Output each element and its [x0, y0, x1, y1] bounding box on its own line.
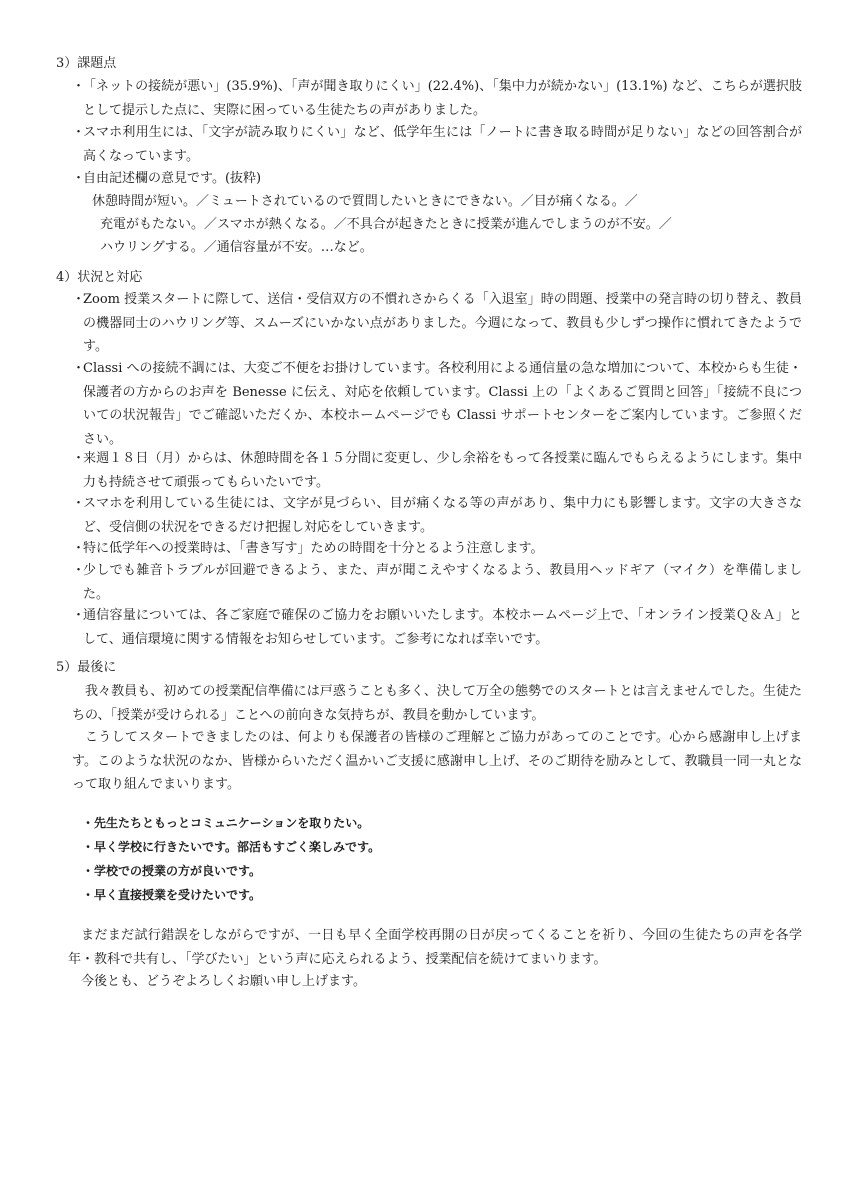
closing-paragraph-2: こうしてスタートできましたのは、何よりも保護者の皆様のご理解とご協力があってのことです。心から感謝申し上げます。このような状況のなか、皆様からいただく温かいご支援に感謝申し上げ、そのご期待を励みとして、教職員一同一丸となって取り組んでまいります。 — [72, 730, 802, 792]
bullet-mark: ・ — [72, 79, 86, 94]
section-4-bullet-2 — [72, 357, 802, 451]
closing-regards: 今後とも、どうぞよろしくお願い申し上げます。 — [81, 974, 366, 989]
bullet-mark: ・ — [72, 541, 86, 556]
student-voice-3: ・学校での授業の方が良いです。 — [82, 864, 262, 878]
bullet-mark: ・ — [72, 125, 86, 140]
bullet-text: 「ネットの接続が悪い」(35.9%)、「声が聞き取りにくい」(22.4%)、「集中力が続かない」(13.1%) など、こちらが選択肢として提示した点に、実際に困っている生徒たちの声がありました。 — [83, 79, 802, 118]
bullet-text: 少しでも雑音トラブルが回避できるよう、また、声が聞こえやすくなるよう、教員用ヘッドギア（マイク）を準備しました。 — [83, 563, 802, 602]
closing-paragraph-1: 我々教員も、初めての授業配信準備には戸惑うことも多く、決して万全の態勢でのスタートとは言えませんでした。生徒たちの、「授業が受けられる」ことへの前向きな気持ちが、教員を動かしています。 — [72, 684, 802, 723]
section-3-heading: 3）課題点 — [56, 56, 117, 71]
section-5-heading: 5）最後に — [56, 660, 117, 675]
bullet-mark: ・ — [72, 608, 86, 623]
student-voice-2: ・早く学校に行きたいです。部活もすごく楽しみです。 — [82, 840, 381, 854]
bullet-mark: ・ — [72, 292, 86, 307]
bullet-text: スマホを利用している生徒には、文字が見づらい、目が痛くなる等の声があり、集中力にも影響します。文字の大きさなど、受信側の状況をできるだけ把握し対応をしていきます。 — [83, 496, 802, 535]
free-comment-line-2: 充電がもたない。／スマホが熱くなる。／不具合が起きたときに授業が進んでしまうのが不安。／ — [100, 217, 672, 232]
bullet-text: 特に低学年への授業時は、「書き写す」ための時間を十分とるよう注意します。 — [83, 541, 544, 556]
section-4-bullet-3 — [72, 447, 802, 494]
section-3-bullet-1 — [72, 75, 802, 122]
bullet-text: 来週１８日（月）からは、休憩時間を各１５分間に変更し、少し余裕をもって各授業に臨んでもらえるようにします。集中力も持続させて頑張ってもらいたいです。 — [83, 451, 802, 490]
student-voice-1: ・先生たちともっとコミュニケーションを取りたい。 — [82, 816, 370, 830]
bullet-text: 通信容量については、各ご家庭で確保のご協力をお願いいたします。本校ホームページ上で、「オンライン授業Ｑ＆Ａ」として、通信環境に関する情報をお知らせしています。ご参考になれば幸いです。 — [83, 608, 802, 647]
free-comment-line-3: ハウリングする。／通信容量が不安。…など。 — [100, 240, 373, 255]
bullet-mark: ・ — [72, 451, 86, 466]
section-4-bullet-5 — [72, 537, 802, 561]
bullet-mark: ・ — [72, 171, 86, 186]
bullet-text: スマホ利用生には、「文字が読み取りにくい」など、低学年生には「ノートに書き取る時間が足りない」などの回答割合が高くなっています。 — [83, 125, 802, 164]
section-3-bullet-2 — [72, 121, 802, 168]
bullet-text: 自由記述欄の意見です。(抜粋) — [83, 171, 262, 186]
bullet-text: Zoom 授業スタートに際して、送信・受信双方の不慣れさからくる「入退室」時の問題、授業中の発言時の切り替え、教員の機器同士のハウリング等、スムーズにいかない点がありました。今週になって、教員も少しずつ操作に慣れてきたようです。 — [83, 292, 802, 354]
section-4-bullet-1 — [72, 288, 802, 359]
free-comment-line-1: 休憩時間が短い。／ミュートされているので質問したいときにできない。／目が痛くなる。／ — [92, 194, 638, 209]
section-4-bullet-4 — [72, 492, 802, 539]
bullet-text: Classi への接続不調には、大変ご不便をお掛けしています。各校利用による通信量の急な増加について、本校からも生徒・保護者の方からのお声を Benesse に伝え、対応を依頼しています。Classi 上の「よくあるご質問と回答」「接続不良についての状況報告」でご確認いただくか、本校ホームページでも Classi サポートセンターをご案内しています。ご参照ください。 — [83, 361, 802, 447]
bullet-mark: ・ — [72, 563, 86, 578]
section-4-bullet-6 — [72, 559, 802, 606]
bullet-mark: ・ — [72, 361, 86, 376]
closing-message: まだまだ試行錯誤をしながらですが、一日も早く全面学校再開の日が戻ってくることを祈り、今回の生徒たちの声を各学年・教科で共有し、「学びたい」という声に応えられるよう、授業配信を続けてまいります。 — [68, 928, 802, 967]
student-voice-4: ・早く直接授業を受けたいです。 — [82, 888, 262, 902]
bullet-mark: ・ — [72, 496, 86, 511]
section-3-bullet-3 — [72, 167, 802, 191]
section-4-bullet-7 — [72, 604, 802, 651]
section-4-heading: 4）状況と対応 — [56, 270, 143, 285]
